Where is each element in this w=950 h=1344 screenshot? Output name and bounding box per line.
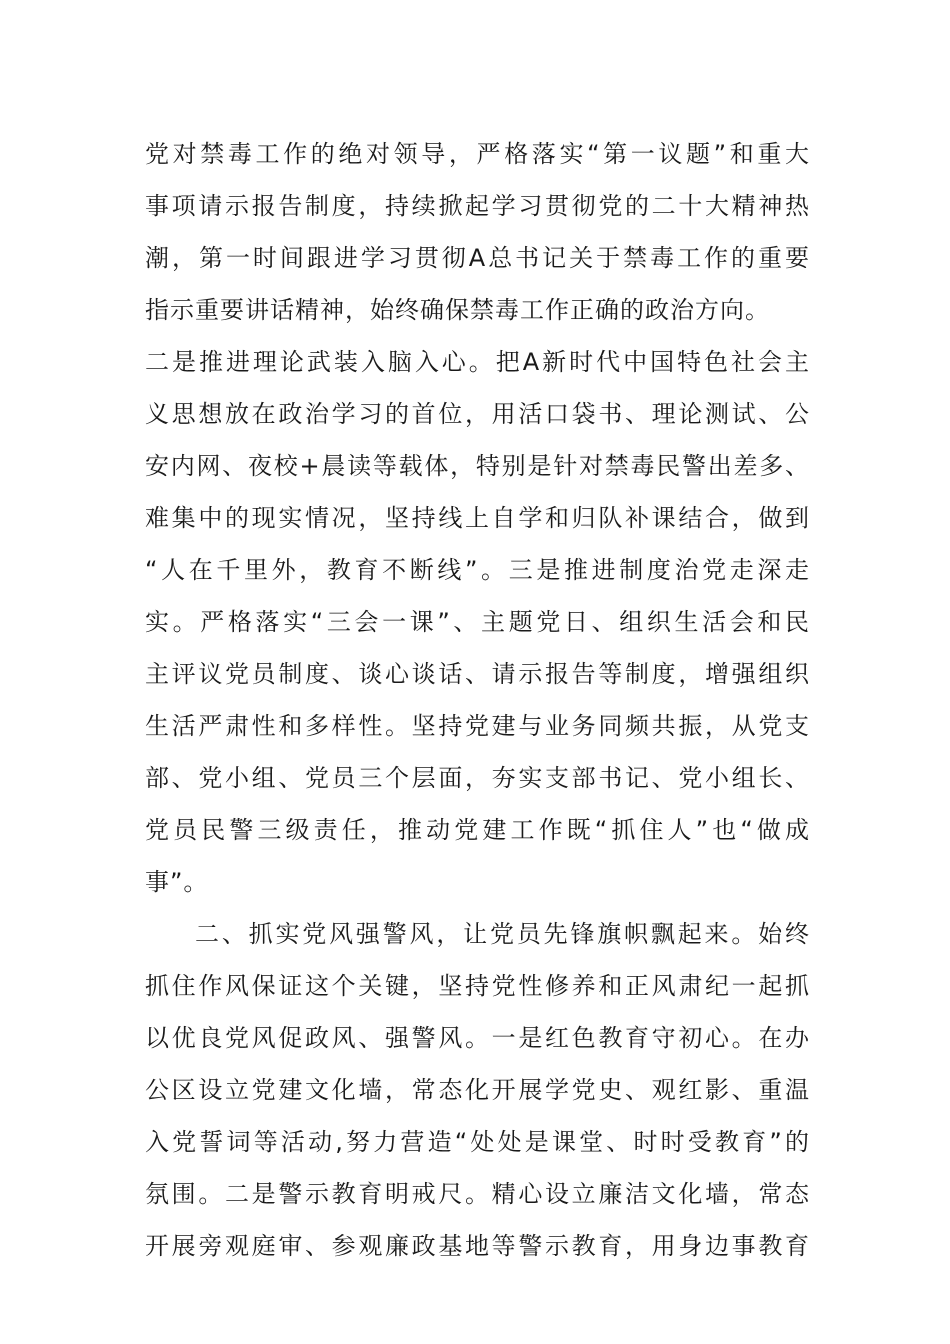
text-line: 生活严肃性和多样性。坚持党建与业务同频共振，从党支 (145, 712, 810, 740)
text-line: 公区设立党建文化墙，常态化开展学党史、观红影、重温 (145, 1076, 810, 1104)
text-line: 党员民警三级责任，推动党建工作既“抓住人”也“做成 (145, 816, 810, 844)
text-line: 抓住作风保证这个关键，坚持党性修养和正风肃纪一起抓 (145, 972, 810, 1000)
text-line: 事项请示报告制度，持续掀起学习贯彻党的二十大精神热 (145, 192, 810, 220)
text-line: “人在千里外，教育不断线”。三是推进制度治党走深走 (145, 556, 810, 584)
body-text (145, 128, 810, 1272)
text-line: 难集中的现实情况，坚持线上自学和归队补课结合，做到 (145, 504, 810, 532)
text-line: 部、党小组、党员三个层面，夯实支部书记、党小组长、 (145, 764, 810, 792)
text-line: 义思想放在政治学习的首位，用活口袋书、理论测试、公 (145, 400, 810, 428)
text-line: 以优良党风促政风、强警风。一是红色教育守初心。在办 (145, 1024, 810, 1052)
text-line: 入党誓词等活动,努力营造“处处是课堂、时时受教育”的 (145, 1128, 810, 1156)
text-line: 氛围。二是警示教育明戒尺。精心设立廉洁文化墙，常态 (145, 1180, 810, 1208)
text-line: 安内网、夜校+晨读等载体，特别是针对禁毒民警出差多、 (145, 452, 810, 480)
text-line: 指示重要讲话精神，始终确保禁毒工作正确的政治方向。 (145, 296, 770, 324)
text-line: 实。严格落实“三会一课”、主题党日、组织生活会和民 (145, 608, 810, 636)
text-line: 事”。 (145, 868, 209, 896)
text-line: 二是推进理论武装入脑入心。把A新时代中国特色社会主 (145, 348, 810, 376)
text-line: 主评议党员制度、谈心谈话、请示报告等制度，增强组织 (145, 660, 810, 688)
text-line: 潮，第一时间跟进学习贯彻A总书记关于禁毒工作的重要 (145, 244, 810, 272)
text-line: 开展旁观庭审、参观廉政基地等警示教育，用身边事教育 (145, 1232, 810, 1260)
text-line: 党对禁毒工作的绝对领导，严格落实“第一议题”和重大 (145, 140, 810, 168)
section-heading-line: 二、抓实党风强警风，让党员先锋旗帜飘起来。始终 (195, 920, 810, 948)
